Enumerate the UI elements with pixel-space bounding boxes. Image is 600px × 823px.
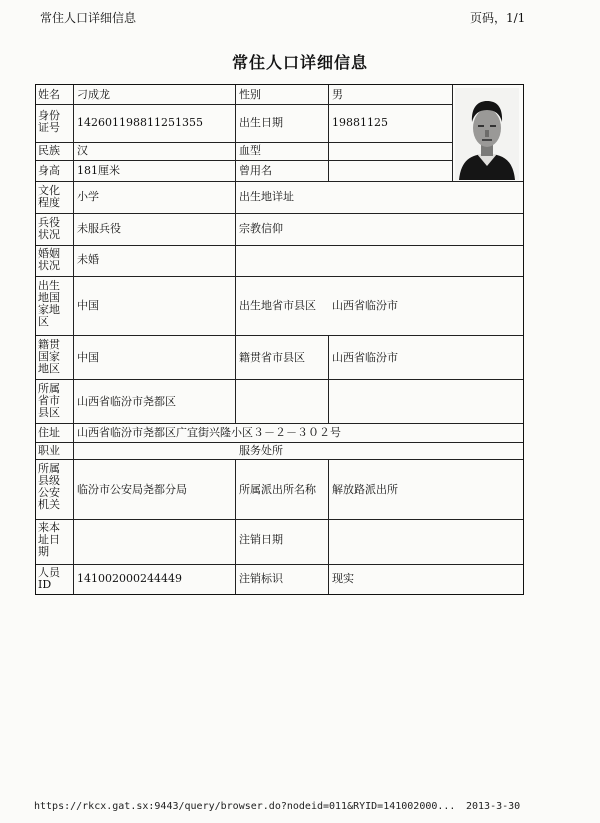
rule — [36, 213, 523, 214]
rule — [36, 519, 523, 520]
value-address: 山西省临汾市尧都区广宜街兴隆小区３－２－３０２号 — [77, 426, 341, 439]
label-occupation: 职业 — [38, 444, 60, 457]
label-education: 文化程度 — [38, 184, 60, 209]
rule — [328, 85, 329, 181]
value-province-city: 山西省临汾市尧都区 — [77, 395, 176, 408]
print-date: 2013-3-30 — [466, 801, 521, 812]
label-police-bureau: 所属县级公安机关 — [38, 462, 60, 511]
value-native-city: 山西省临汾市 — [332, 351, 398, 364]
label-person-id: 人员ID — [38, 566, 60, 591]
rule — [36, 459, 523, 460]
label-former-name: 曾用名 — [239, 164, 272, 177]
value-height: 181厘米 — [77, 164, 120, 177]
rule — [36, 245, 523, 246]
rule — [328, 335, 329, 423]
document-title: 常住人口详细信息 — [231, 53, 368, 72]
rule — [36, 142, 452, 143]
label-native-city: 籍贯省市县区 — [239, 351, 305, 364]
value-military: 未服兵役 — [77, 222, 121, 235]
label-native-region: 籍贯国家地区 — [38, 338, 60, 375]
label-blood-type: 血型 — [239, 144, 261, 157]
label-ethnicity: 民族 — [38, 144, 60, 157]
label-gender: 性别 — [239, 88, 261, 101]
value-id-no: 142601198811251355 — [77, 116, 203, 129]
rule — [36, 276, 523, 277]
rule — [36, 160, 452, 161]
value-gender: 男 — [332, 88, 343, 101]
label-employer: 服务处所 — [239, 444, 283, 457]
value-name: 刁成龙 — [77, 88, 110, 101]
rule — [235, 459, 236, 594]
label-height: 身高 — [38, 164, 60, 177]
value-police-bureau: 临汾市公安局尧都分局 — [77, 483, 187, 496]
value-birth-region: 中国 — [77, 299, 99, 312]
portrait-image — [455, 88, 519, 180]
id-photo — [455, 88, 519, 180]
label-id-no: 身份证号 — [38, 109, 60, 134]
label-province-city: 所属省市县区 — [38, 382, 60, 419]
label-military: 兵役状况 — [38, 216, 60, 241]
label-police-station: 所属派出所名称 — [239, 483, 316, 496]
value-native-region: 中国 — [77, 351, 99, 364]
label-cancel-flag: 注销标识 — [239, 572, 283, 585]
rule — [36, 181, 523, 182]
label-birth-date: 出生日期 — [239, 116, 283, 129]
rule — [36, 379, 523, 380]
info-table — [35, 84, 524, 595]
value-education: 小学 — [77, 190, 99, 203]
label-birth-city: 出生地省市县区 — [239, 299, 316, 312]
rule — [328, 459, 329, 594]
page-number: 页码，1/1 — [470, 11, 526, 25]
value-birth-date: 19881125 — [332, 116, 388, 129]
value-person-id: 141002000244449 — [77, 572, 182, 585]
value-birth-city: 山西省临汾市 — [332, 299, 398, 312]
value-ethnicity: 汉 — [77, 144, 88, 157]
rule — [36, 104, 452, 105]
page-header-title: 常住人口详细信息 — [40, 11, 137, 25]
label-birthplace-detail: 出生地详址 — [239, 190, 294, 203]
label-origin-address: 来本址日期 — [38, 521, 60, 558]
value-police-station: 解放路派出所 — [332, 483, 398, 496]
label-address: 住址 — [38, 426, 60, 439]
rule — [73, 85, 74, 594]
rule — [36, 442, 523, 443]
label-name: 姓名 — [38, 88, 60, 101]
rule — [235, 335, 236, 423]
label-religion: 宗教信仰 — [239, 222, 283, 235]
label-cancel-date: 注销日期 — [239, 533, 283, 546]
value-cancel-flag: 现实 — [332, 572, 354, 585]
rule — [36, 423, 523, 424]
source-url: https://rkcx.gat.sx:9443/query/browser.do?nodeid=011&RYID=141002000... — [34, 801, 456, 812]
rule — [452, 85, 453, 181]
label-birth-region: 出生地国家地区 — [38, 279, 60, 328]
rule — [36, 564, 523, 565]
rule — [36, 335, 523, 336]
value-marital: 未婚 — [77, 253, 99, 266]
rule — [235, 85, 236, 335]
label-marital: 婚姻状况 — [38, 247, 60, 272]
